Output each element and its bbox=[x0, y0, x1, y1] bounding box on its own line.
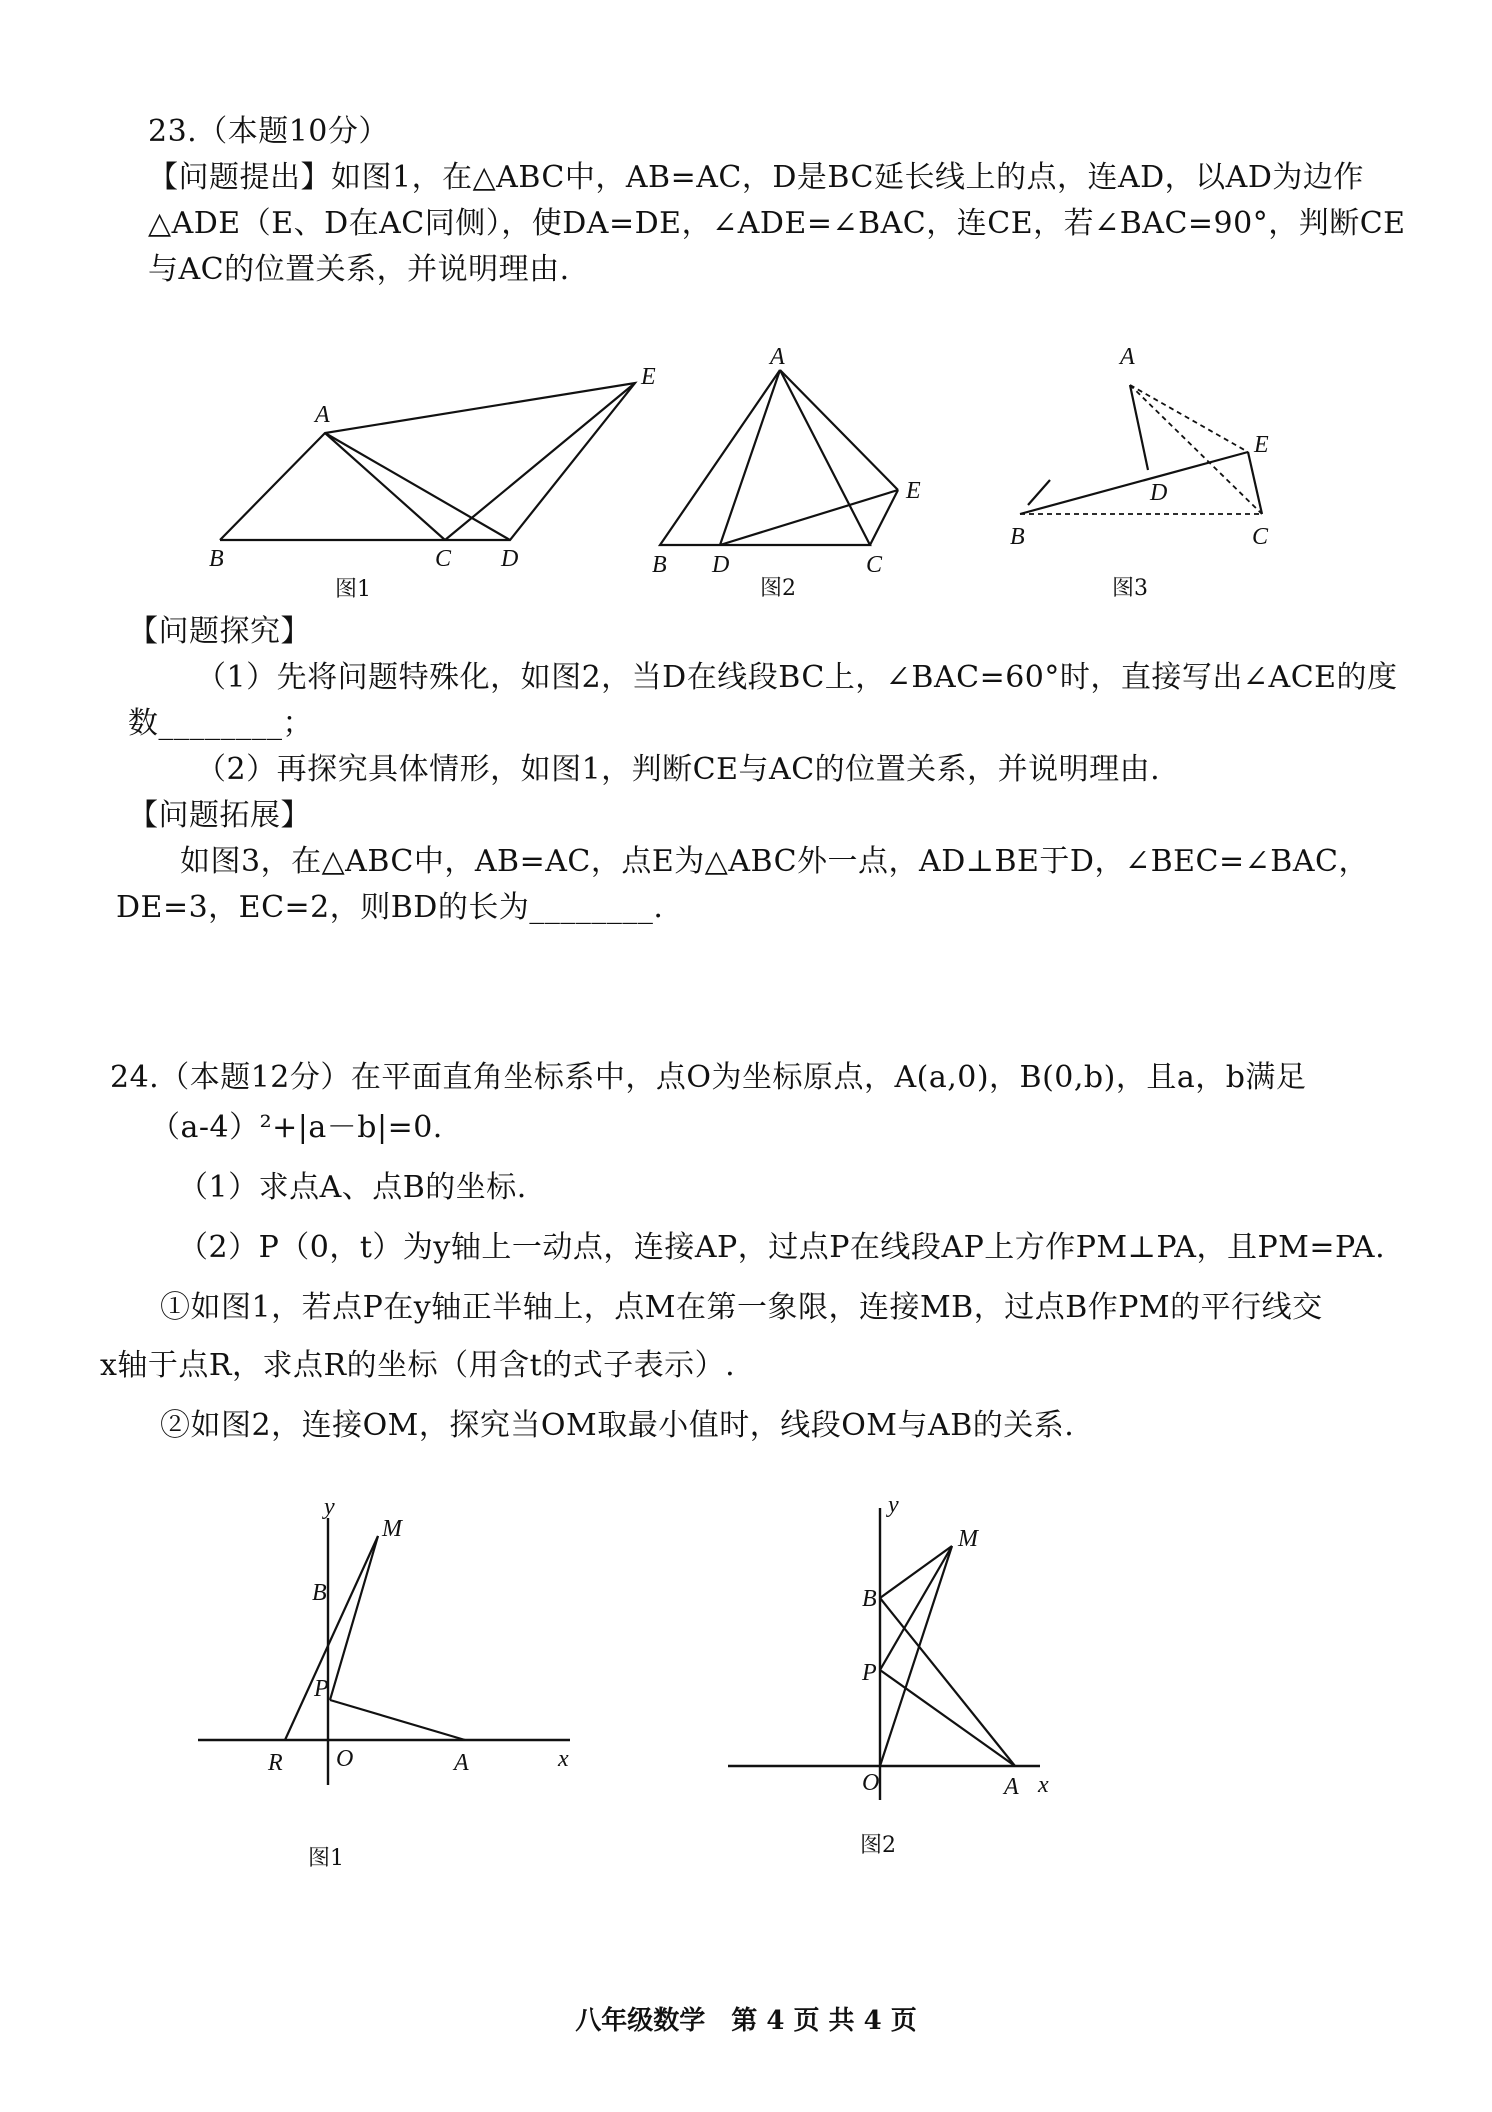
q23-explore-2: （2）再探究具体情形，如图1，判断CE与AC的位置关系，并说明理由. bbox=[196, 752, 1161, 787]
q23-extend-a: 如图3，在△ABC中，AB=AC，点E为△ABC外一点，AD⊥BE于D，∠BEC=∠BAC， bbox=[180, 844, 1369, 879]
fig-q24-2-label-b: B bbox=[862, 1586, 877, 1612]
fig-q24-2-caption: 图2 bbox=[860, 1833, 896, 1858]
fig-q24-2-label-o: O bbox=[862, 1770, 880, 1796]
q23-extend-b: DE=3，EC=2，则BD的长为________. bbox=[116, 890, 664, 925]
fig2-label-b: B bbox=[652, 552, 667, 578]
fig-q24-1-label-o: O bbox=[336, 1746, 354, 1772]
q23-figure-2 bbox=[640, 340, 940, 600]
q23-problem-line-3: 与AC的位置关系，并说明理由. bbox=[148, 252, 570, 287]
q23-figure-1 bbox=[195, 360, 675, 600]
fig1-label-e: E bbox=[641, 364, 656, 390]
fig2-label-e: E bbox=[906, 478, 921, 504]
q23-problem-line-1: 【问题提出】如图1，在△ABC中，AB=AC，D是BC延长线上的点，连AD，以AD为边作 bbox=[148, 160, 1364, 195]
q24-figure-2 bbox=[720, 1490, 1100, 1860]
fig-q24-2-label-y: y bbox=[888, 1492, 899, 1518]
q23-explore-1a: （1）先将问题特殊化，如图2，当D在线段BC上，∠BAC=60°时，直接写出∠ACE的度 bbox=[196, 660, 1398, 695]
fig1-label-d: D bbox=[501, 546, 519, 572]
fig-q24-1-label-y: y bbox=[324, 1500, 335, 1520]
q23-explore-1b: 数________； bbox=[128, 706, 313, 741]
fig-q24-1-label-x: x bbox=[558, 1746, 569, 1772]
fig-q24-2-label-m: M bbox=[958, 1526, 978, 1552]
fig-q24-1-caption: 图1 bbox=[308, 1846, 344, 1871]
q23-figure-3 bbox=[980, 340, 1320, 605]
q24-sub-1a: ①如图1，若点P在y轴正半轴上，点M在第一象限，连接MB，过点B作PM的平行线交 bbox=[160, 1290, 1323, 1325]
fig3-label-c: C bbox=[1252, 524, 1269, 550]
fig2-label-a: A bbox=[770, 344, 785, 370]
fig2-label-c: C bbox=[866, 552, 883, 578]
fig-q24-2-label-x: x bbox=[1038, 1772, 1049, 1798]
fig-q24-1-label-p: P bbox=[314, 1676, 329, 1702]
fig3-caption: 图3 bbox=[1112, 576, 1148, 601]
page-footer: 八年级数学 第 4 页 共 4 页 bbox=[575, 2006, 917, 2036]
fig1-label-b: B bbox=[209, 546, 224, 572]
fig-q24-1-label-r: R bbox=[268, 1750, 283, 1776]
fig2-label-d: D bbox=[712, 552, 730, 578]
q24-line-1: 24.（本题12分）在平面直角坐标系中，点O为坐标原点，A(a,0)，B(0,b)，且a，b满足 bbox=[110, 1060, 1307, 1095]
fig1-caption: 图1 bbox=[335, 577, 371, 600]
fig3-label-d: D bbox=[1150, 480, 1168, 506]
fig3-label-b: B bbox=[1010, 524, 1025, 550]
fig1-label-a: A bbox=[315, 402, 330, 428]
fig1-label-c: C bbox=[435, 546, 452, 572]
q23-header: 23.（本题10分） bbox=[148, 114, 389, 149]
fig-q24-1-label-a: A bbox=[454, 1750, 469, 1776]
q23-explore-title: 【问题探究】 bbox=[128, 614, 311, 649]
fig2-caption: 图2 bbox=[760, 576, 796, 600]
q24-part-1: （1）求点A、点B的坐标. bbox=[178, 1170, 527, 1205]
fig3-label-a: A bbox=[1120, 344, 1135, 370]
q24-line-2: （a-4）²+|a－b|=0. bbox=[150, 1110, 443, 1145]
fig3-label-e: E bbox=[1254, 432, 1269, 458]
fig-q24-2-label-p: P bbox=[862, 1660, 877, 1686]
fig-q24-1-label-m: M bbox=[382, 1516, 402, 1542]
q23-extend-title: 【问题拓展】 bbox=[128, 798, 311, 833]
fig-q24-2-label-a: A bbox=[1004, 1774, 1019, 1800]
q24-figure-1 bbox=[190, 1500, 610, 1880]
q24-part-2: （2）P（0，t）为y轴上一动点，连接AP，过点P在线段AP上方作PM⊥PA，且PM=PA. bbox=[178, 1230, 1386, 1265]
q23-problem-line-2: △ADE（E、D在AC同侧），使DA=DE，∠ADE=∠BAC，连CE，若∠BAC=90°，判断CE bbox=[148, 206, 1406, 241]
fig-q24-1-label-b: B bbox=[312, 1580, 327, 1606]
q24-sub-1b: x轴于点R，求点R的坐标（用含t的式子表示）. bbox=[100, 1348, 736, 1383]
q24-sub-2: ②如图2，连接OM，探究当OM取最小值时，线段OM与AB的关系. bbox=[160, 1408, 1075, 1443]
